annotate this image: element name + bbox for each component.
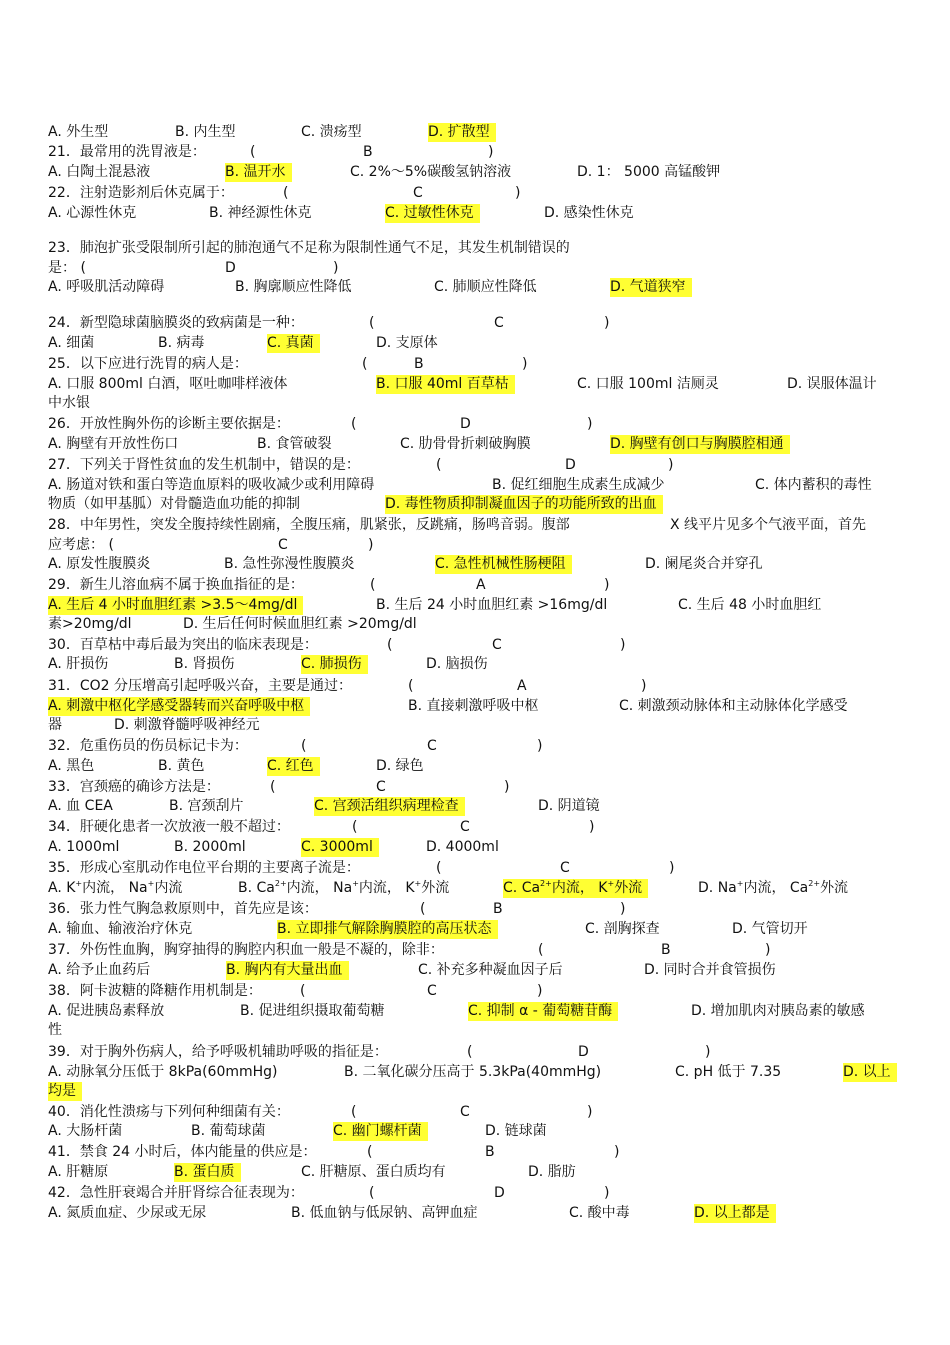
highlighted-answer: D. 毒性物质抑制凝血因子的功能所致的出血: [385, 495, 663, 514]
text-segment: 41．禁食 24 小时后，体内能量的供应是：: [48, 1144, 317, 1160]
text-segment: A. 氮质血症、少尿或无尿: [48, 1205, 207, 1221]
text-segment: 31．CO2 分压增高引起呼吸兴奋，主要是通过：: [48, 678, 352, 694]
text-segment: ): [620, 637, 626, 653]
text-segment: C. 体内蓄积的毒性: [755, 477, 872, 493]
text-segment: B. 急性弥漫性腹膜炎: [224, 556, 355, 572]
text-segment: 23．肺泡扩张受限制所引起的肺泡通气不足称为限制性通气不足，其发生机制错误的: [48, 240, 570, 256]
text-segment: B. 葡萄球菌: [191, 1123, 266, 1139]
highlighted-answer: C. 宫颈活组织病理检查: [314, 797, 465, 816]
highlighted-answer: B. 胸内有大量出血: [226, 961, 349, 980]
text-segment: ): [522, 356, 528, 372]
text-segment: 42．急性肝衰竭合并肝肾综合征表现为：: [48, 1185, 304, 1201]
text-segment: D: [494, 1185, 505, 1201]
text-segment: B. 肾损伤: [174, 656, 235, 672]
text-segment: A. 呼吸肌活动障碍: [48, 279, 165, 295]
highlighted-answer: C. 抑制 α - 葡萄糖苷酶: [468, 1002, 618, 1021]
text-segment: C: [427, 983, 437, 999]
text-segment: 30．百草枯中毒后最为突出的临床表现是：: [48, 637, 318, 653]
highlighted-answer: C. 急性机械性肠梗阻: [435, 555, 572, 574]
text-segment: (: [351, 1104, 357, 1120]
text-segment: D. 感染性休克: [544, 205, 634, 221]
text-segment: D. 4000ml: [426, 839, 499, 855]
highlighted-answer: A. 刺激中枢化学感受器转而兴奋呼吸中枢: [48, 697, 310, 716]
text-segment: ): [604, 577, 610, 593]
text-segment: D. 刺激脊髓呼吸神经元: [114, 717, 260, 733]
text-segment: 38．阿卡波糖的降糖作用机制是：: [48, 983, 262, 999]
text-segment: A. 胸壁有开放性伤口: [48, 436, 179, 452]
text-segment: D. 生后任何时候血胆红素 >20mg/dl: [183, 616, 417, 632]
text-segment: D. 误服体温计: [787, 376, 877, 392]
text-segment: A. 1000ml: [48, 839, 120, 855]
text-segment: 24．新型隐球菌脑膜炎的致病菌是一种：: [48, 315, 304, 331]
text-segment: D. 阑尾炎合并穿孔: [645, 556, 763, 572]
text-segment: D: [565, 457, 576, 473]
text-segment: D: [578, 1044, 589, 1060]
text-segment: ): [668, 457, 674, 473]
text-segment: B. 食管破裂: [257, 436, 332, 452]
text-segment: ): [614, 1144, 620, 1160]
text-segment: B. 促红细胞生成素生成减少: [492, 477, 665, 493]
text-segment: (: [370, 577, 376, 593]
text-segment: A. 输血、输液治疗休克: [48, 921, 193, 937]
text-segment: ): [587, 1104, 593, 1120]
highlighted-answer: C. 肺损伤: [301, 655, 368, 674]
text-segment: ): [488, 144, 494, 160]
text-segment: (: [436, 457, 442, 473]
text-segment: ): [604, 1185, 610, 1201]
text-segment: ): [333, 260, 339, 276]
text-segment: 27．下列关于肾性贫血的发生机制中，错误的是：: [48, 457, 360, 473]
text-segment: A. 肝糖原: [48, 1164, 109, 1180]
text-segment: D. 增加肌肉对胰岛素的敏感: [691, 1003, 865, 1019]
text-segment: C. 剖胸探查: [585, 921, 660, 937]
highlighted-answer: C. 真菌: [267, 334, 320, 353]
highlighted-answer: D. 胸壁有创口与胸膜腔相通: [610, 435, 790, 454]
highlighted-answer: C. 幽门螺杆菌: [333, 1122, 428, 1141]
text-segment: B. 直接刺激呼吸中枢: [408, 698, 539, 714]
text-segment: C: [492, 637, 502, 653]
text-segment: ): [765, 942, 771, 958]
text-segment: C. 补充多种凝血因子后: [418, 962, 563, 978]
text-segment: B. 促进组织摄取葡萄糖: [240, 1003, 385, 1019]
text-segment: A. 白陶土混悬液: [48, 164, 151, 180]
highlighted-answer: D. 气道狭窄: [610, 278, 692, 297]
text-segment: (: [369, 315, 375, 331]
text-segment: B: [493, 901, 503, 917]
text-segment: B. 宫颈刮片: [169, 798, 244, 814]
text-segment: (: [367, 1144, 373, 1160]
text-segment: D. 同时合并食管损伤: [644, 962, 776, 978]
text-segment: (: [436, 860, 442, 876]
text-segment: 37．外伤性血胸，胸穿抽得的胸腔内积血一般是不凝的，除非：: [48, 942, 444, 958]
text-segment: A. 心源性休克: [48, 205, 137, 221]
text-segment: C: [460, 819, 470, 835]
text-segment: ): [537, 983, 543, 999]
text-segment: (: [420, 901, 426, 917]
text-segment: B. 病毒: [158, 335, 205, 351]
text-segment: A. 大肠杆菌: [48, 1123, 123, 1139]
text-segment: 28．中年男性，突发全腹持续性剧痛，全腹压痛，肌紧张，反跳痛，肠鸣音弱。腹部: [48, 517, 570, 533]
text-segment: B. 2000ml: [174, 839, 246, 855]
text-segment: B. 二氧化碳分压高于 5.3kPa(40mmHg): [344, 1064, 602, 1080]
text-segment: 是： (: [48, 260, 86, 276]
text-segment: (: [250, 144, 256, 160]
highlighted-answer: 均是: [48, 1082, 82, 1101]
text-segment: C: [560, 860, 570, 876]
text-segment: C. 口服 100ml 洁厕灵: [577, 376, 719, 392]
text-segment: C: [376, 779, 386, 795]
text-segment: ): [641, 678, 647, 694]
highlighted-answer: C. 过敏性休克: [385, 204, 480, 223]
text-segment: D. 1： 5000 高锰酸钾: [577, 164, 721, 180]
text-segment: D. 气管切开: [732, 921, 808, 937]
text-segment: B. 神经源性休克: [209, 205, 312, 221]
text-segment: C. pH 低于 7.35: [675, 1064, 782, 1080]
text-segment: 32．危重伤员的伤员标记卡为：: [48, 738, 248, 754]
text-segment: 素>20mg/dl: [48, 616, 132, 632]
text-segment: A. 外生型: [48, 124, 109, 140]
text-segment: C: [494, 315, 504, 331]
text-segment: ): [604, 315, 610, 331]
text-segment: A. 原发性腹膜炎: [48, 556, 151, 572]
text-segment: B: [661, 942, 671, 958]
text-segment: C: [427, 738, 437, 754]
text-segment: ): [504, 779, 510, 795]
text-segment: D: [225, 260, 236, 276]
highlighted-answer: B. 温开水: [225, 163, 292, 182]
text-segment: B. 低血钠与低尿钠、高钾血症: [291, 1205, 478, 1221]
text-segment: C. 肋骨骨折刺破胸膜: [400, 436, 531, 452]
text-segment: 物质（如甲基胍）对骨髓造血功能的抑制: [48, 496, 300, 512]
highlighted-answer: D. 以上都是: [694, 1204, 776, 1223]
text-segment: ): [515, 185, 521, 201]
text-segment: B: [414, 356, 424, 372]
text-segment: C. 肝糖原、蛋白质均有: [301, 1164, 446, 1180]
text-segment: B: [363, 144, 373, 160]
text-segment: (: [270, 779, 276, 795]
text-segment: ): [587, 416, 593, 432]
text-segment: D. 脂肪: [528, 1164, 576, 1180]
text-segment: C. 2%～5%碳酸氢钠溶液: [350, 164, 512, 180]
text-segment: 中水银: [48, 395, 90, 411]
text-segment: A. 口服 800ml 白酒，呕吐咖啡样液体: [48, 376, 288, 392]
text-segment: (: [352, 819, 358, 835]
text-segment: A. 肝损伤: [48, 656, 109, 672]
text-segment: D. 链球菌: [485, 1123, 547, 1139]
text-segment: 29．新生儿溶血病不属于换血指征的是：: [48, 577, 304, 593]
text-segment: B: [485, 1144, 495, 1160]
highlighted-answer: B. 口服 40ml 百草枯: [376, 375, 515, 394]
text-segment: (: [351, 416, 357, 432]
text-segment: D. Na+内流， $Ca^{2+}$外流: [698, 879, 849, 896]
text-segment: (: [408, 678, 414, 694]
text-segment: ): [589, 819, 595, 835]
text-segment: 25．以下应进行洗胃的病人是：: [48, 356, 248, 372]
text-segment: (: [300, 983, 306, 999]
text-segment: 36．张力性气胸急救原则中，首先应是该：: [48, 901, 318, 917]
text-segment: D. 阴道镜: [538, 798, 600, 814]
highlighted-answer: C. $Ca^{2+}$内流， K+外流: [503, 879, 648, 898]
text-segment: 40．消化性溃疡与下列何种细菌有关：: [48, 1104, 290, 1120]
text-segment: (: [387, 637, 393, 653]
text-segment: C. 溃疡型: [301, 124, 362, 140]
text-segment: C. 酸中毒: [569, 1205, 630, 1221]
text-segment: A. 给予止血药后: [48, 962, 151, 978]
text-segment: A. 血 CEA: [48, 798, 113, 814]
text-segment: 21．最常用的洗胃液是：: [48, 144, 206, 160]
text-segment: D. 脑损伤: [426, 656, 488, 672]
text-segment: D: [460, 416, 471, 432]
text-segment: 35．形成心室肌动作电位平台期的主要离子流是：: [48, 860, 360, 876]
text-segment: (: [283, 185, 289, 201]
text-segment: 39．对于胸外伤病人，给予呼吸机辅助呼吸的指征是：: [48, 1044, 388, 1060]
text-segment: A. 肠道对铁和蛋白等造血原料的吸收减少或利用障碍: [48, 477, 375, 493]
text-segment: B. 胸廓顺应性降低: [235, 279, 352, 295]
text-segment: (: [301, 738, 307, 754]
text-segment: C: [460, 1104, 470, 1120]
highlighted-answer: B. 立即排气解除胸膜腔的高压状态: [277, 920, 498, 939]
text-segment: (: [467, 1044, 473, 1060]
text-segment: A: [517, 678, 527, 694]
text-segment: A: [476, 577, 486, 593]
text-segment: 应考虑： (: [48, 537, 114, 553]
text-segment: B. 生后 24 小时血胆红素 >16mg/dl: [376, 597, 608, 613]
text-segment: A. 黑色: [48, 758, 95, 774]
text-segment: D. 绿色: [376, 758, 424, 774]
text-segment: C. 生后 48 小时血胆红: [678, 597, 822, 613]
text-segment: ): [368, 537, 374, 553]
text-segment: 22．注射造影剂后休克属于：: [48, 185, 234, 201]
text-segment: B. 黄色: [158, 758, 205, 774]
text-segment: C: [278, 537, 288, 553]
text-segment: 性: [48, 1022, 62, 1038]
text-segment: B. $Ca^{2+}$内流， Na+内流， K+外流: [238, 879, 450, 896]
text-segment: B. 内生型: [175, 124, 236, 140]
text-segment: A. 促进胰岛素释放: [48, 1003, 165, 1019]
highlighted-answer: C. 3000ml: [301, 838, 379, 857]
text-segment: A. K+内流， Na+内流: [48, 879, 183, 896]
text-segment: C. 肺顺应性降低: [434, 279, 537, 295]
text-segment: (: [362, 356, 368, 372]
text-segment: 33．宫颈癌的确诊方法是：: [48, 779, 220, 795]
text-segment: X 线平片见多个气液平面，首先: [670, 517, 867, 533]
highlighted-answer: A. 生后 4 小时血胆红素 >3.5～4mg/dl: [48, 596, 303, 615]
text-segment: 34．肝硬化患者一次放液一般不超过：: [48, 819, 290, 835]
text-segment: ): [537, 738, 543, 754]
text-segment: A. 动脉氧分压低于 8kPa(60mmHg): [48, 1064, 278, 1080]
text-segment: (: [369, 1185, 375, 1201]
text-segment: 26．开放性胸外伤的诊断主要依据是：: [48, 416, 290, 432]
text-segment: ): [620, 901, 626, 917]
text-segment: C: [413, 185, 423, 201]
highlighted-answer: B. 蛋白质: [174, 1163, 241, 1182]
highlighted-answer: C. 红色: [267, 757, 320, 776]
text-segment: 器: [48, 717, 62, 733]
text-segment: D. 支原体: [376, 335, 438, 351]
text-segment: (: [538, 942, 544, 958]
text-segment: ): [705, 1044, 711, 1060]
text-segment: ): [669, 860, 675, 876]
text-segment: C. 刺激颈动脉体和主动脉体化学感受: [619, 698, 848, 714]
highlighted-answer: D. 以上: [843, 1063, 897, 1082]
highlighted-answer: D. 扩散型: [428, 123, 496, 142]
text-segment: A. 细菌: [48, 335, 95, 351]
